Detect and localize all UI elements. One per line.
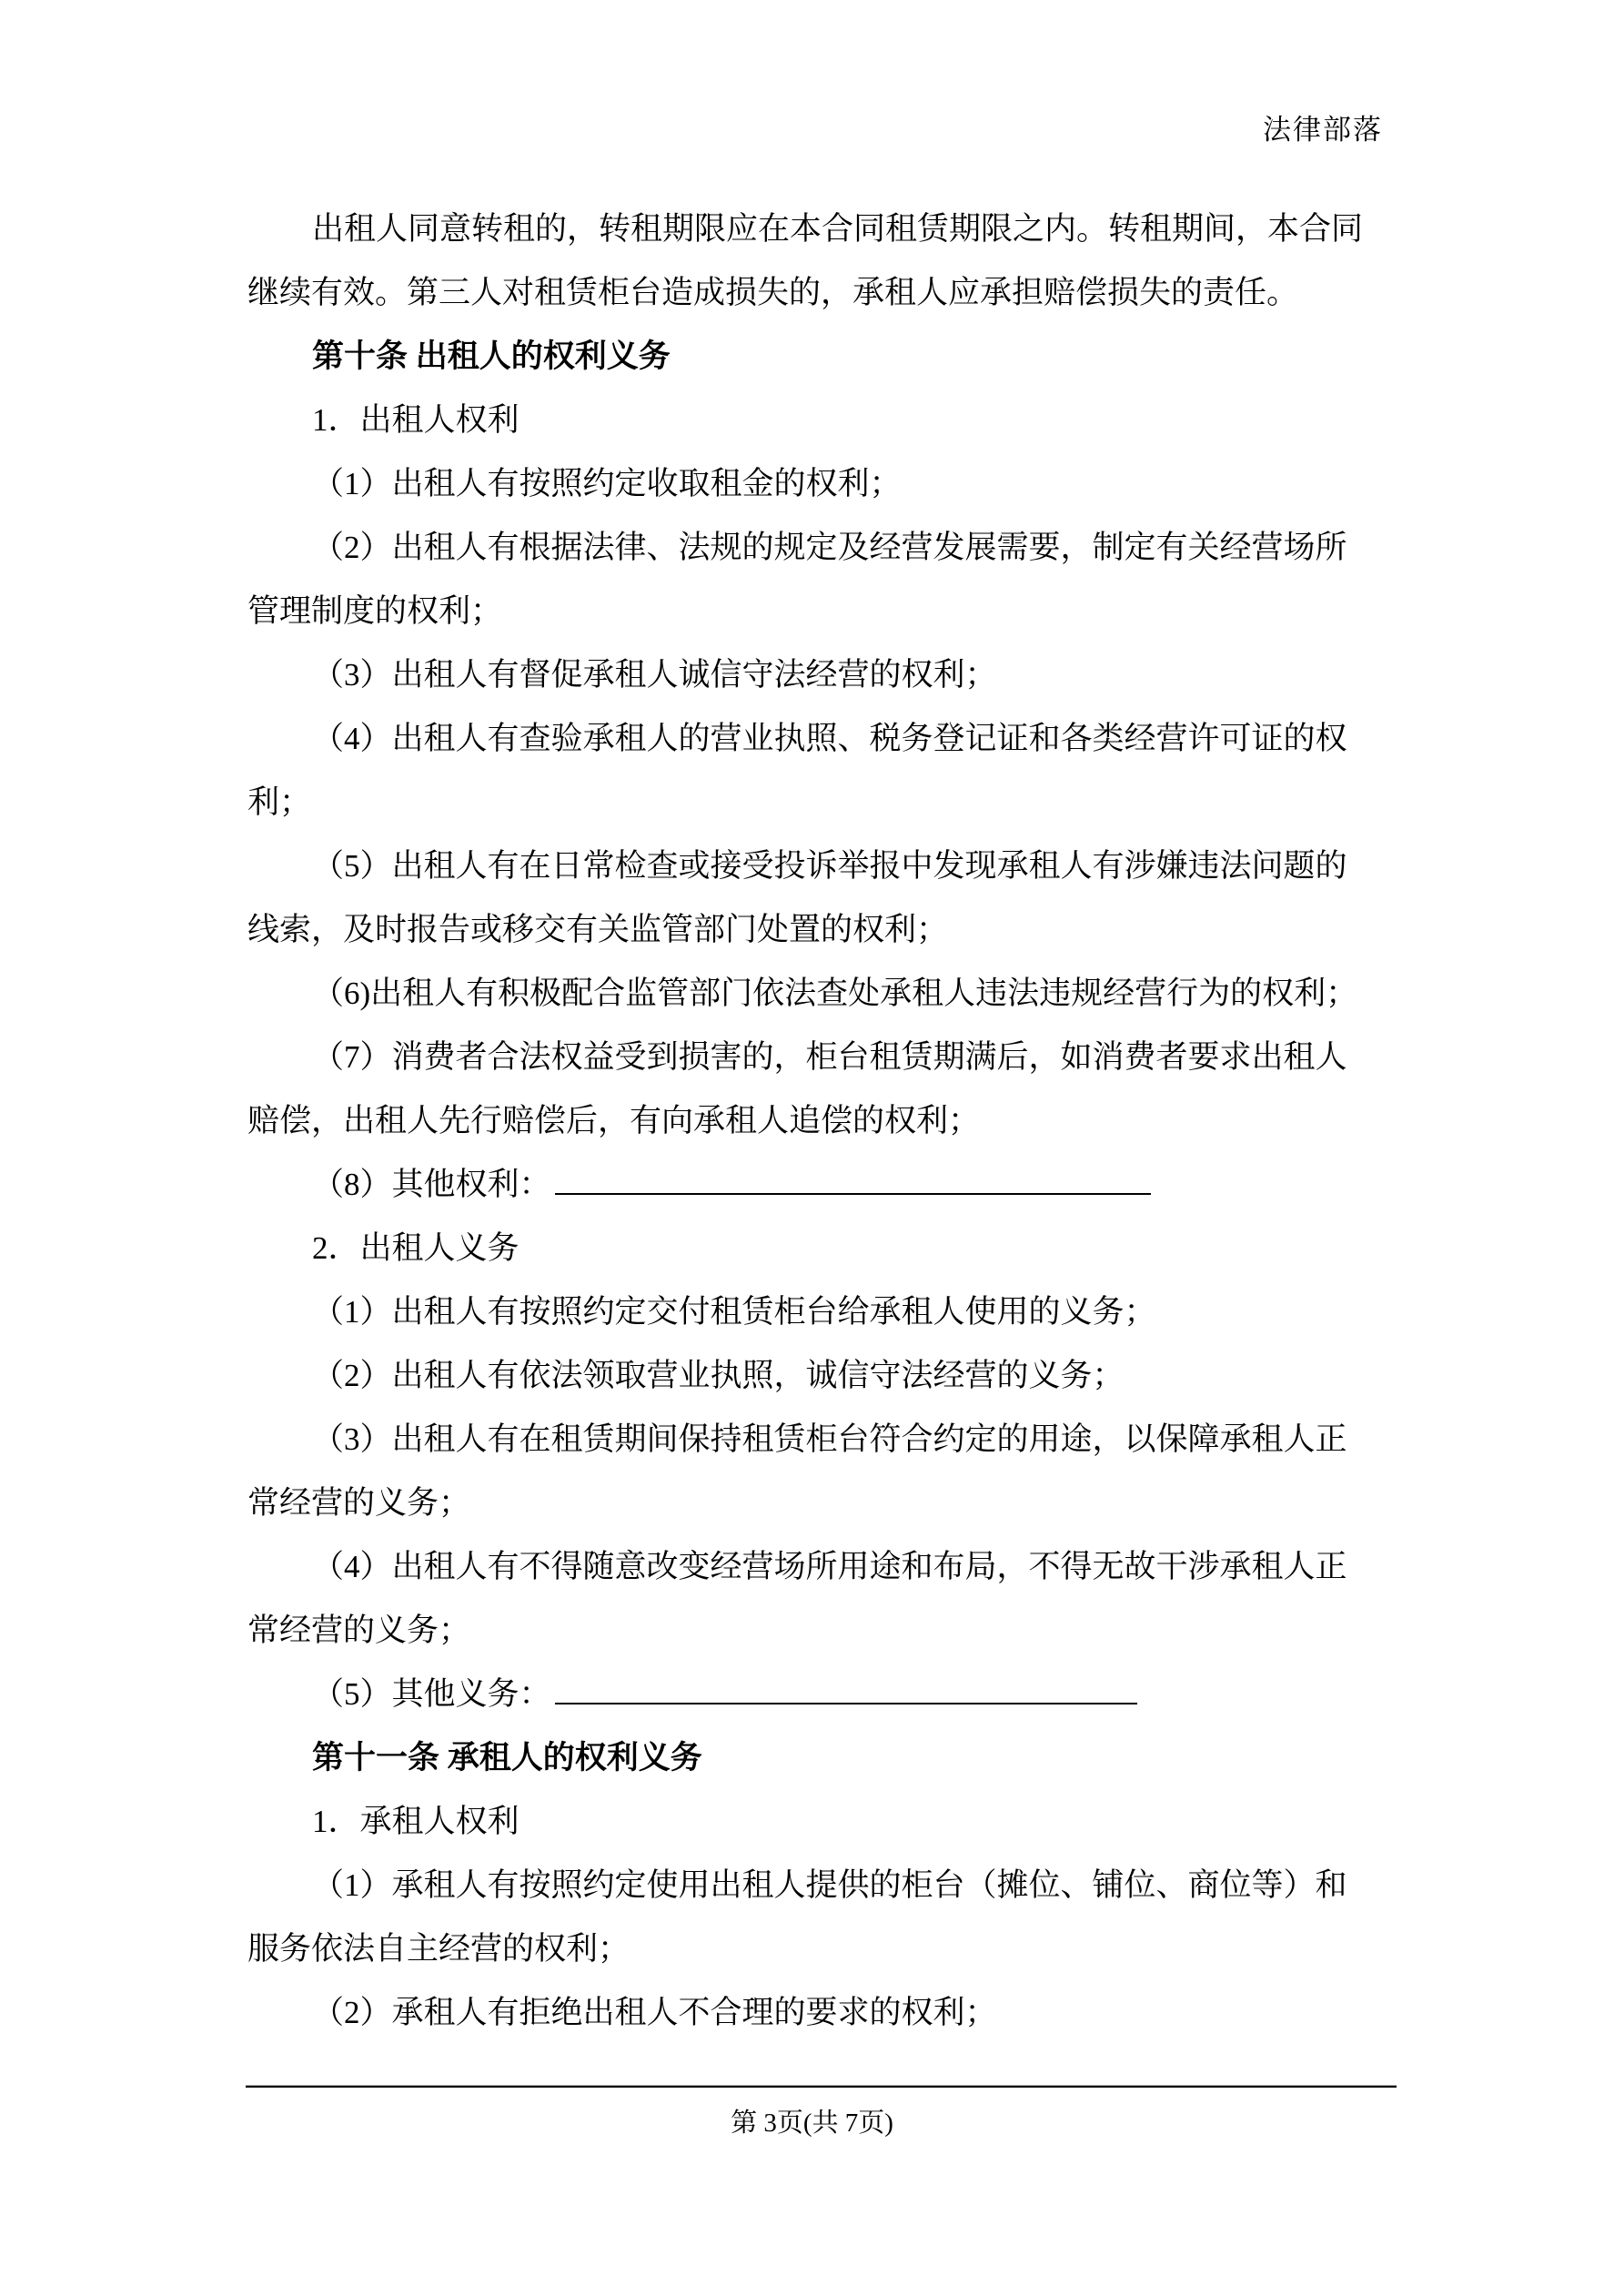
section-heading-article-11: 第十一条 承租人的权利义务 — [312, 1740, 702, 1775]
page-number: 第 3页(共 7页) — [731, 2109, 893, 2138]
list-item: （5）出租人有在日常检查或接受投诉举报中发现承租人有涉嫌违法问题的 — [312, 848, 1347, 884]
paragraph-line: 线索，及时报告或移交有关监管部门处置的权利； — [247, 912, 949, 947]
paragraph-line: 赔偿，出租人先行赔偿后，有向承租人追偿的权利； — [247, 1103, 981, 1138]
paragraph-line: 继续有效。第三人对租赁柜台造成损失的，承租人应承担赔偿损失的责任。 — [247, 275, 1299, 310]
list-item: （4）出租人有查验承租人的营业执照、税务登记证和各类经营许可证的权 — [312, 721, 1347, 756]
list-item-other-duties — [247, 1663, 1380, 1726]
watermark-brand: 法律部落 — [1263, 114, 1383, 146]
paragraph-line: 常经营的义务； — [247, 1485, 471, 1521]
paragraph-line: 常经营的义务； — [247, 1613, 471, 1648]
fill-in-blank-line — [555, 1701, 1137, 1704]
list-item: （2）出租人有依法领取营业执照，诚信守法经营的义务； — [312, 1358, 1125, 1393]
list-item: 2．出租人义务 — [312, 1230, 519, 1266]
paragraph-line: 出租人同意转租的，转租期限应在本合同租赁期限之内。转租期间，本合同 — [312, 211, 1364, 247]
list-item-label: （5）其他义务： — [312, 1676, 551, 1712]
paragraph-line: 服务依法自主经营的权利； — [247, 1931, 630, 1967]
list-item: （1）出租人有按照约定交付租赁柜台给承租人使用的义务； — [312, 1294, 1156, 1330]
list-item: （6)出租人有积极配合监管部门依法查处承租人违法违规经营行为的权利； — [312, 976, 1358, 1011]
list-item: （2）出租人有根据法律、法规的规定及经营发展需要，制定有关经营场所 — [312, 530, 1347, 565]
list-item-other-rights — [247, 1153, 1380, 1217]
contract-body — [247, 197, 1380, 2045]
list-item-label: （8）其他权利： — [312, 1167, 551, 1202]
list-item: （3）出租人有督促承租人诚信守法经营的权利； — [312, 657, 997, 693]
list-item: （1）出租人有按照约定收取租金的权利； — [312, 466, 902, 501]
list-item: （2）承租人有拒绝出租人不合理的要求的权利； — [312, 1995, 997, 2030]
section-heading-article-10: 第十条 出租人的权利义务 — [312, 339, 671, 374]
footer-divider — [246, 2085, 1397, 2088]
list-item: （3）出租人有在租赁期间保持租赁柜台符合约定的用途，以保障承租人正 — [312, 1421, 1347, 1457]
list-item: 1．承租人权利 — [312, 1804, 519, 1839]
paragraph-line: 管理制度的权利； — [247, 593, 503, 629]
list-item: （4）出租人有不得随意改变经营场所用途和布局，不得无故干涉承租人正 — [312, 1549, 1347, 1584]
list-item: 1．出租人权利 — [312, 402, 519, 438]
list-item: （7）消费者合法权益受到损害的，柜台租赁期满后，如消费者要求出租人 — [312, 1039, 1347, 1075]
fill-in-blank-line — [555, 1191, 1151, 1195]
paragraph-line: 利； — [247, 784, 312, 820]
list-item: （1）承租人有按照约定使用出租人提供的柜台（摊位、铺位、商位等）和 — [312, 1867, 1347, 1903]
